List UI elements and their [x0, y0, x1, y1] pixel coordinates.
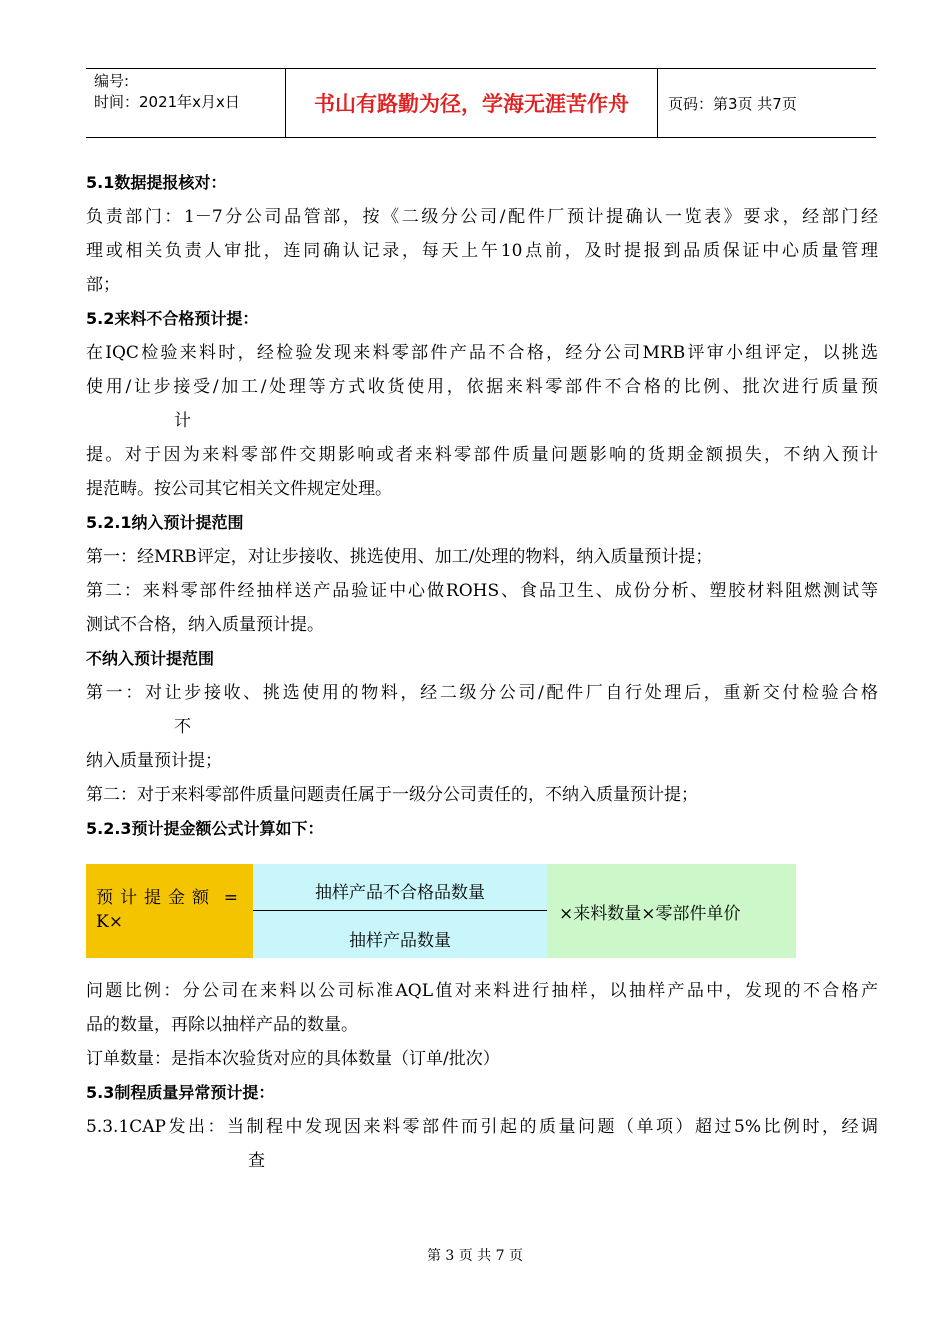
paragraph-line: 在IQC检验来料时，经检验发现来料零部件产品不合格，经分公司MRB评审小组评定，以挑选: [86, 343, 878, 363]
paragraph-line: 第二：来料零部件经抽样送产品验证中心做ROHS、食品卫生、成份分析、塑胶材料阻燃测试等: [86, 581, 878, 601]
fraction-bar: [253, 910, 547, 911]
paragraph-line: 提。对于因为来料零部件交期影响或者来料零部件质量问题影响的货期金额损失，不纳入预计: [86, 445, 878, 465]
paragraph-line: 部；: [86, 275, 120, 295]
paragraph-line: 5.3.1CAP发出：当制程中发现因来料零部件而引起的质量问题（单项）超过5%比例时，经调: [86, 1117, 878, 1137]
header-info: [86, 69, 286, 137]
paragraph-line: 提范畴。按公司其它相关文件规定处理。: [86, 479, 392, 499]
document-time-label: 时间：2021年x月x日: [94, 93, 240, 111]
section-heading-5-2-3: 5.2.3预计提金额公式计算如下：: [86, 819, 324, 838]
header-page-label: 页码：第3页 共7页: [668, 94, 797, 113]
paragraph-line: 第一：经MRB评定，对让步接收、挑选使用、加工/处理的物料，纳入质量预计提；: [86, 547, 713, 567]
formula-box: [86, 864, 796, 958]
document-body: [86, 166, 878, 1178]
formula-label: 预计提金额: [96, 888, 216, 908]
header-motto: 书山有路勤为径，学海无涯苦作舟: [286, 69, 658, 137]
document-number-label: 编号:: [94, 72, 130, 90]
paragraph-line: 使用/让步接受/加工/处理等方式收货使用，依据来料零部件不合格的比例、批次进行质量预: [86, 377, 878, 397]
formula-numerator: 抽样产品不合格品数量: [315, 883, 485, 903]
paragraph-line: 不: [174, 717, 191, 737]
paragraph-line: 纳入质量预计提；: [86, 751, 222, 771]
formula-k: K×: [96, 912, 123, 932]
paragraph-line: 理或相关负责人审批，连同确认记录，每天上午10点前，及时提报到品质保证中心质量管理: [86, 241, 878, 261]
formula-equals: =: [223, 888, 245, 908]
paragraph-line: 计: [174, 411, 191, 431]
section-heading-excluded: 不纳入预计提范围: [86, 649, 215, 668]
paragraph-line: 品的数量，再除以抽样产品的数量。: [86, 1015, 358, 1035]
formula-rest: ×来料数量×零部件单价: [559, 903, 741, 924]
paragraph-line: 查: [248, 1151, 265, 1171]
paragraph-line: 第一：对让步接收、挑选使用的物料，经二级分公司/配件厂自行处理后，重新交付检验合格: [86, 683, 878, 703]
paragraph-line: 测试不合格，纳入质量预计提。: [86, 615, 324, 635]
paragraph-line: 第二：对于来料零部件质量问题责任属于一级分公司责任的，不纳入质量预计提；: [86, 785, 698, 805]
page-footer: 第 3 页 共 7 页: [426, 1248, 524, 1264]
formula-fraction-cell: [253, 864, 547, 958]
paragraph-line: 订单数量：是指本次验货对应的具体数量（订单/批次）: [86, 1049, 500, 1069]
document-header: [86, 68, 876, 138]
section-heading-5-1: 5.1数据提报核对：: [86, 173, 227, 192]
section-heading-5-2-1: 5.2.1纳入预计提范围: [86, 513, 244, 532]
section-heading-5-2: 5.2来料不合格预计提：: [86, 309, 259, 328]
formula-label-cell: [86, 864, 253, 958]
paragraph-line: 负责部门：1－7分公司品管部，按《二级分公司/配件厂预计提确认一览表》要求，经部门经: [86, 207, 878, 227]
section-heading-5-3: 5.3制程质量异常预计提：: [86, 1083, 275, 1102]
paragraph-line: 问题比例：分公司在来料以公司标准AQL值对来料进行抽样，以抽样产品中，发现的不合格产: [86, 981, 878, 1001]
formula-rest-cell: [547, 864, 796, 958]
formula-denominator: 抽样产品数量: [349, 931, 451, 951]
